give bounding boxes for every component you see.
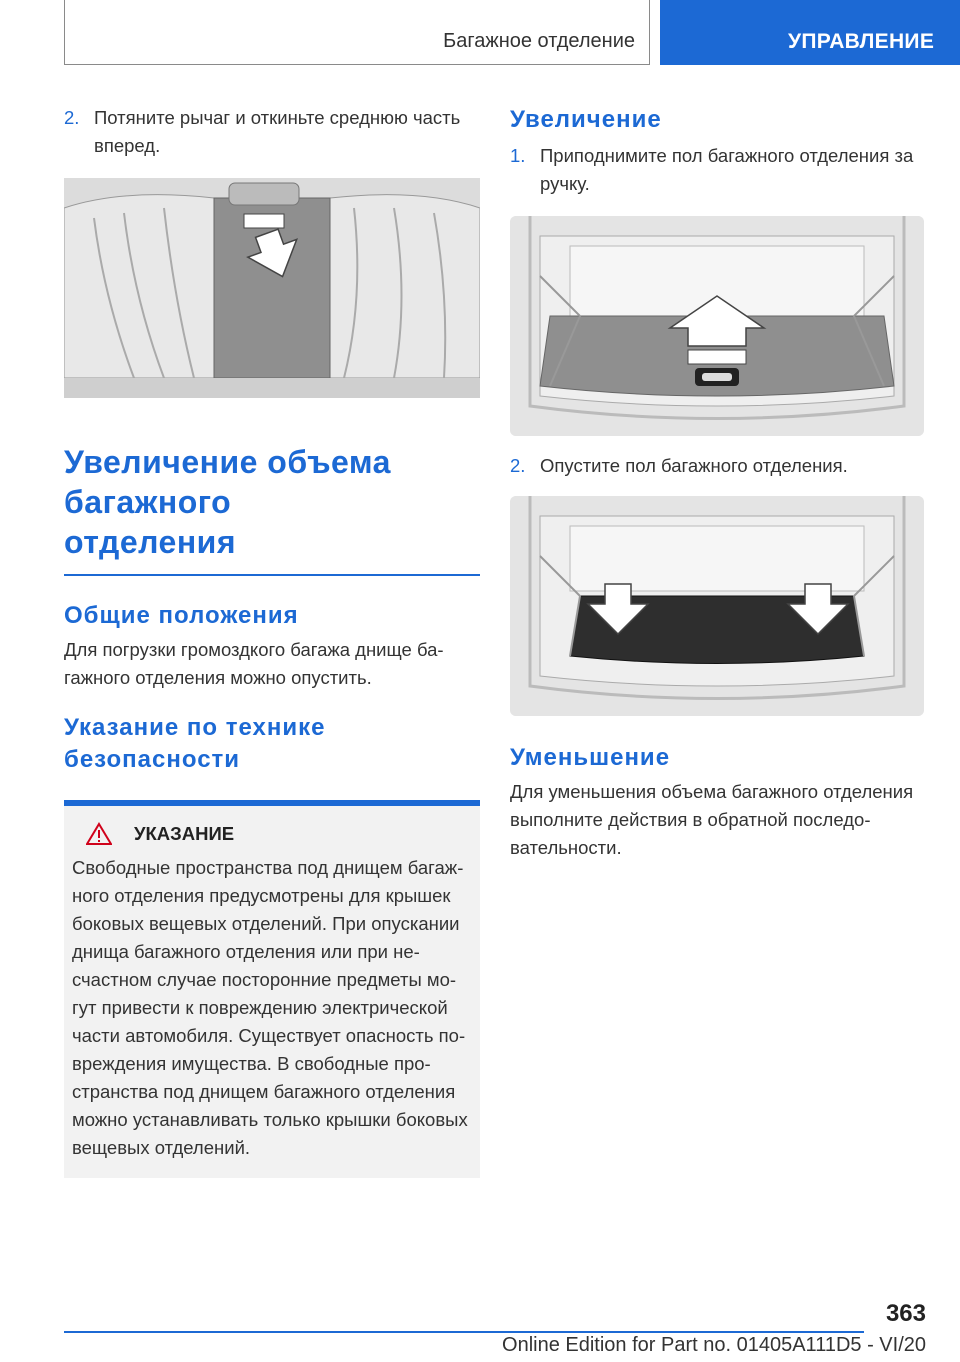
notice-text: Свободные пространства под днищем багажного отделения предусмотрены для крышек боковых вещевых отделений. При опускании днища багажного отделения или при несчастном случае посторонние предметы могут привести к повреждению электрической части автомобиля. Существует опасность повреждения имущества. В свободные пространства под днищем багажного отделения можно устанавливать только крышки боковых вещевых отделений. bbox=[72, 856, 468, 1158]
general-paragraph: Для погрузки громоздкого багажа днище багажного отделения можно опустить. bbox=[64, 638, 444, 688]
step-item bbox=[510, 452, 924, 480]
notice-box bbox=[64, 806, 480, 1178]
header-section-box bbox=[64, 0, 650, 65]
header-chapter-label: УПРАВЛЕНИЕ bbox=[788, 30, 935, 53]
rear-seat-illustration bbox=[64, 178, 480, 398]
step-item bbox=[64, 104, 480, 160]
trunk-floor-raise-illustration bbox=[510, 216, 924, 436]
section-heading-rule bbox=[64, 574, 480, 576]
trunk-floor-lower-illustration bbox=[510, 496, 924, 716]
subheading-safety: Указание по технике безопасности bbox=[64, 713, 326, 773]
subheading-decrease: Уменьшение bbox=[510, 744, 671, 771]
section-heading: Увеличение объема багажного отделения bbox=[64, 444, 391, 560]
notice-title: УКАЗАНИЕ bbox=[134, 822, 235, 844]
header-section-title: Багажное отделение bbox=[443, 30, 635, 52]
footer-edition: Online Edition for Part no. 01405A111D5 - VI/20 bbox=[502, 1334, 926, 1356]
step-number: 1. bbox=[510, 145, 526, 166]
step-number: 2. bbox=[510, 455, 526, 476]
step-number: 2. bbox=[64, 107, 80, 128]
header-chapter-tab[interactable] bbox=[660, 0, 960, 65]
subheading-increase: Увеличение bbox=[510, 106, 662, 133]
subheading-general: Общие положения bbox=[64, 601, 299, 629]
footer-rule bbox=[64, 1331, 864, 1333]
step-item bbox=[510, 142, 924, 198]
notice-header bbox=[86, 822, 472, 846]
decrease-paragraph: Для уменьшения объема багажного отделения выполните действия в обратной последовательности. bbox=[510, 781, 914, 858]
step-text: Потяните рычаг и откиньте среднюю часть вперед. bbox=[94, 107, 461, 156]
right-column bbox=[510, 104, 924, 862]
step-text: Приподнимите пол багажного отделения за ручку. bbox=[540, 145, 914, 194]
step-text: Опустите пол багажного отделения. bbox=[540, 455, 848, 476]
page-number: 363 bbox=[885, 1300, 926, 1327]
warning-icon bbox=[86, 822, 112, 846]
left-column bbox=[64, 104, 480, 1178]
